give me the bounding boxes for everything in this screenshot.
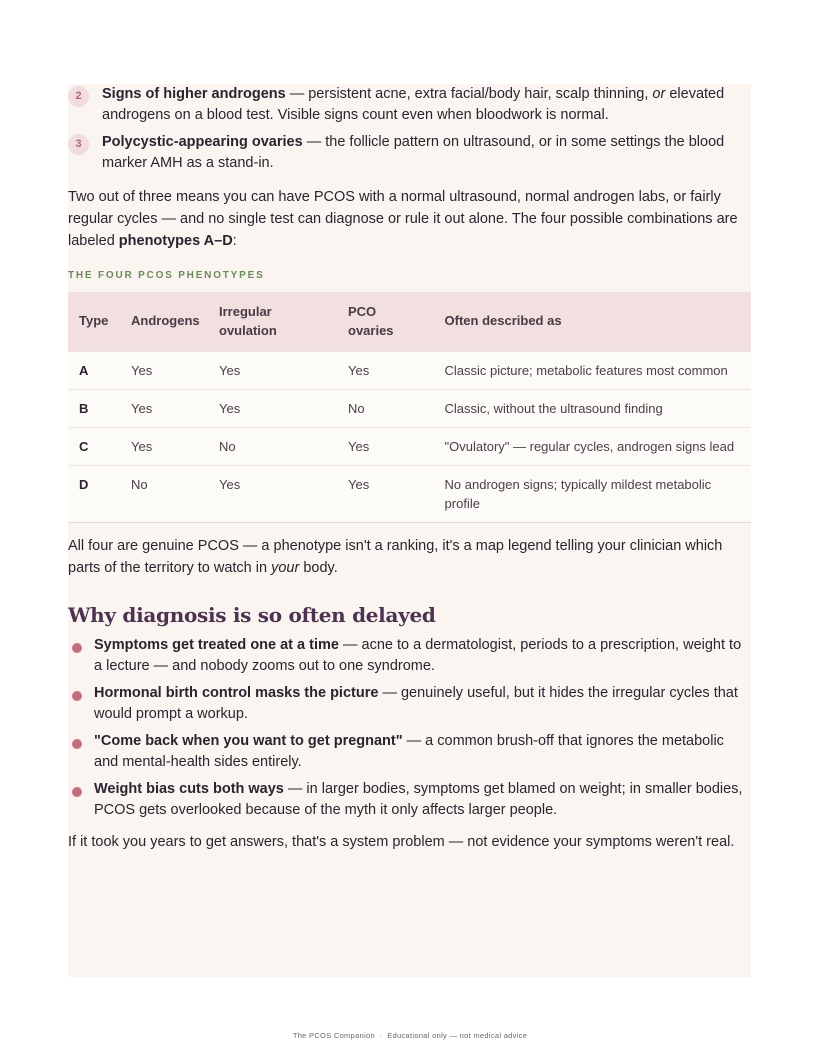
cell-androgens: No	[120, 465, 208, 522]
bullet-title: "Come back when you want to get pregnant"	[94, 732, 403, 749]
table-header-row	[68, 292, 751, 351]
page-content	[68, 84, 751, 853]
bullet-dot-icon	[72, 787, 82, 797]
criterion-title: Polycystic-appearing ovaries	[102, 134, 303, 150]
cell-described-as: No androgen signs; typically mildest metabolic profile	[434, 465, 751, 522]
bullet-dot-icon	[72, 643, 82, 653]
bullet-text: — in larger bodies, symptoms get blamed on weight; in smaller bodies, PCOS gets overlooked because of the myth it only affects larger people.	[94, 780, 743, 818]
cell-pco-ovaries: Yes	[337, 465, 434, 522]
cell-pco-ovaries: No	[337, 389, 434, 427]
criterion-text: — the follicle pattern on ultrasound, or in some settings the blood marker AMH as a stand-in.	[102, 134, 725, 171]
criterion-emphasis: or	[652, 86, 666, 102]
criterion-androgens	[68, 84, 751, 126]
bullet-dot-icon	[72, 691, 82, 701]
bullet-dot-icon	[72, 739, 82, 749]
cell-androgens: Yes	[120, 351, 208, 389]
after-table-text: All four are genuine PCOS — a phenotype isn't a ranking, it's a map legend telling your clinician which parts of the territory to watch in	[68, 537, 723, 576]
list-item	[68, 635, 751, 677]
criterion-ovaries	[68, 132, 751, 174]
criterion-text: — persistent acne, extra facial/body hair, scalp thinning,	[285, 86, 653, 102]
criteria-list	[68, 84, 751, 174]
bullet-text: — genuinely useful, but it hides the irregular cycles that would prompt a workup.	[94, 684, 738, 722]
list-item	[68, 731, 751, 773]
cell-irregular-ovulation: Yes	[208, 389, 337, 427]
bullet-title: Symptoms get treated one at a time	[94, 636, 339, 653]
bullet-text: — a common brush-off that ignores the metabolic and mental-health sides entirely.	[94, 732, 724, 770]
after-table-text: body.	[299, 559, 338, 576]
cell-pco-ovaries: Yes	[337, 427, 434, 465]
cell-type: D	[68, 465, 120, 522]
bullet-text: — acne to a dermatologist, periods to a prescription, weight to a lecture — and nobody zooms out to one syndrome.	[94, 636, 742, 674]
table-row	[68, 389, 751, 427]
delay-reasons-list	[68, 635, 751, 821]
header-pco-ovaries: PCO ovaries	[348, 303, 394, 338]
header-androgens: Androgens	[131, 313, 200, 329]
table-row	[68, 427, 751, 465]
cell-described-as: Classic picture; metabolic features most common	[434, 351, 751, 389]
cell-irregular-ovulation: No	[208, 427, 337, 465]
cell-pco-ovaries: Yes	[337, 351, 434, 389]
criterion-title: Signs of higher androgens	[102, 86, 286, 102]
list-item	[68, 683, 751, 725]
intro-paragraph	[68, 186, 751, 252]
bullet-title: Weight bias cuts both ways	[94, 780, 284, 797]
table-row	[68, 351, 751, 389]
table-row	[68, 465, 751, 522]
after-table-emphasis: your	[271, 559, 300, 576]
header-type: Type	[79, 313, 109, 329]
table-caption: THE FOUR PCOS PHENOTYPES	[68, 270, 265, 281]
intro-end: :	[232, 233, 237, 249]
cell-described-as: Classic, without the ultrasound finding	[434, 389, 751, 427]
criterion-number-badge: 2	[68, 86, 89, 107]
intro-text: Two out of three means you can have PCOS with a normal ultrasound, normal androgen labs, or fairly regular cycles — and no single test can diagnose or rule it out alone. The four possible combinations are labeled	[68, 189, 738, 249]
cell-described-as: "Ovulatory" — regular cycles, androgen signs lead	[434, 427, 751, 465]
list-item	[68, 779, 751, 821]
after-table-paragraph	[68, 535, 751, 579]
cell-androgens: Yes	[120, 427, 208, 465]
cell-type: C	[68, 427, 120, 465]
cell-irregular-ovulation: Yes	[208, 351, 337, 389]
cell-type: A	[68, 351, 120, 389]
phenotype-table	[68, 292, 751, 523]
cell-androgens: Yes	[120, 389, 208, 427]
criterion-number-badge: 3	[68, 134, 89, 155]
intro-bold: phenotypes A–D	[118, 233, 233, 249]
closing-paragraph: If it took you years to get answers, that's a system problem — not evidence your symptoms weren't real.	[68, 833, 735, 850]
bullet-title: Hormonal birth control masks the picture	[94, 684, 379, 701]
header-irregular-ovulation: Irregular ovulation	[219, 303, 277, 338]
section-heading: Why diagnosis is so often delayed	[68, 602, 436, 627]
cell-type: B	[68, 389, 120, 427]
criterion-text: elevated androgens on a blood test. Visible signs count even when bloodwork is normal.	[102, 86, 725, 123]
page-footer: The PCOS Companion · Educational only — not medical advice	[292, 1031, 528, 1040]
cell-irregular-ovulation: Yes	[208, 465, 337, 522]
header-described-as: Often described as	[444, 313, 562, 329]
